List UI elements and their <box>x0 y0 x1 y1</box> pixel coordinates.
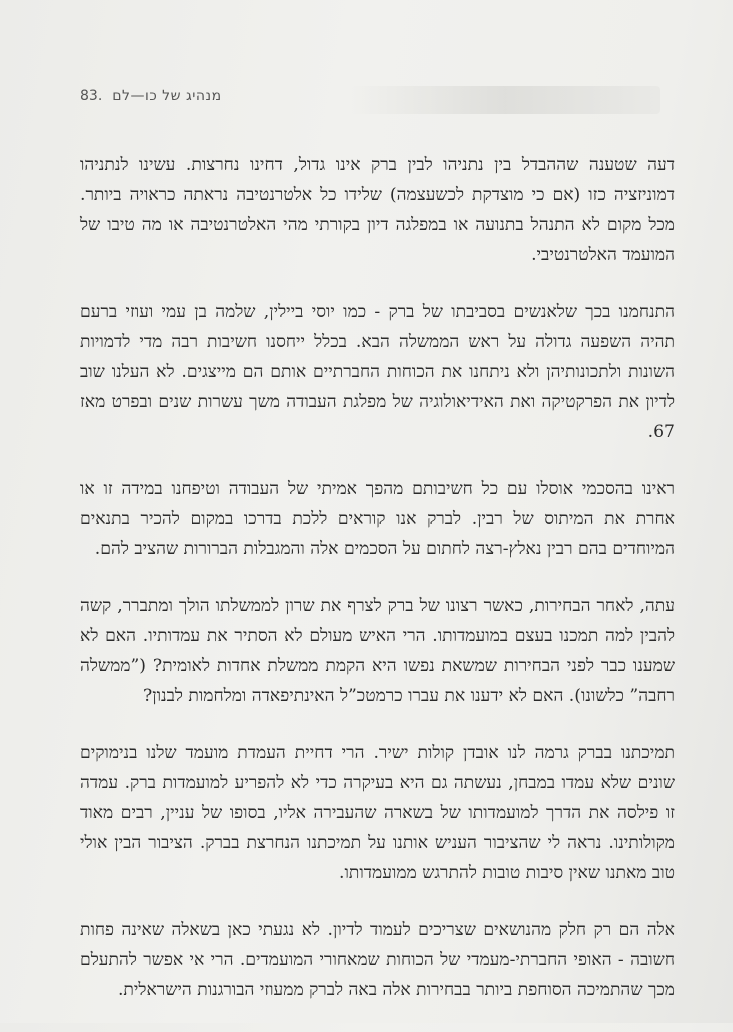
paragraph: ראינו בהסכמי אוסלו עם כל חשיבותם מהפך אמיתי של העבודה וטיפחנו במידה זו או אחרת את המיתוס של רבין. לברק אנו קוראים ללכת בדרכו במקום להכיר בתנאים המיוחדים בהם רבין נאלץ-רצה לחתום על הסכמים אלה והמגבלות הברורות שהציב להם. <box>80 479 675 559</box>
paragraph: תמיכתנו בברק גרמה לנו אובדן קולות ישיר. הרי דחיית העמדת מועמד שלנו בנימוקים שונים שלא עמדו במבחן, נעשתה גם היא בעיקרה כדי לא להפריע למועמדות ברק. עמדה זו פילסה את הדרך למועמדותו של בשארה שהעבירה אליו, בסופו של עניין, רבים מאוד מקולותינו. נראה לי שהציבור העניש אותנו על תמיכתנו הנחרצת בברק. הציבור הבין אולי טוב מאתנו שאין סיבות טובות להתרגש ממועמדותו. <box>80 743 675 883</box>
running-header <box>80 88 380 104</box>
paragraph: התנחמנו בכך שלאנשים בסביבתו של ברק - כמו יוסי ביילין, שלמה בן עמי ועוזי ברעם תהיה השפעה גדולה על ראש הממשלה הבא. בכלל ייחסנו חשיבות רבה מדי לדמויות השונות ולתכונותיהן ולא ניתחנו את הכוחות החברתיים אותם הם מייצגים. לא העלנו שוב לדיון את הפרקטיקה ואת האידיאולוגיה של מפלגת העבודה משך עשרות שנים ובפרט מאז 67. <box>80 302 675 442</box>
show-through-text <box>350 86 660 114</box>
page-body <box>80 150 675 1032</box>
paragraph: דעה שטענה שההבדל בין נתניהו לבין ברק אינו גדול, דחינו נחרצות. עשינו לנתניהו דמוניזציה כזו (אם כי מוצדקת לכשעצמה) שלידו כל אלטרנטיבה נראתה כראויה ביותר. מכל מקום לא התנהל בתנועה או במפלגה דיון בקורתי מהי האלטרנטיבה או מה טיבו של המועמד האלטרנטיבי. <box>80 155 675 265</box>
paragraph: עתה, לאחר הבחירות, כאשר רצונו של ברק לצרף את שרון לממשלתו הולך ומתברר, קשה להבין למה תמכנו בעצם במועמדותו. הרי האיש מעולם לא הסתיר את עמדותיו. האם לא שמענו כבר לפני הבחירות שמשאת נפשו היא הקמת ממשלת אחדות לאומית? (”ממשלה רחבה” כלשונו). האם לא ידענו את עברו כרמטכ”ל האינתיפאדה ומלחמות לבנון? <box>80 596 675 706</box>
page-number: 83. <box>80 88 103 104</box>
running-title: מנהיג של כו—לם <box>112 88 222 104</box>
paragraph: אלה הם רק חלק מהנושאים שצריכים לעמוד לדיון. לא נגעתי כאן בשאלה שאינה פחות חשובה - האופי החברתי-מעמדי של הכוחות שמאחורי המועמדים. הרי אי אפשר להתעלם מכך שהתמיכה הסוחפת ביותר בבחירות אלה באה לברק ממעוזי הבורגנות הישראלית. <box>80 920 675 1000</box>
